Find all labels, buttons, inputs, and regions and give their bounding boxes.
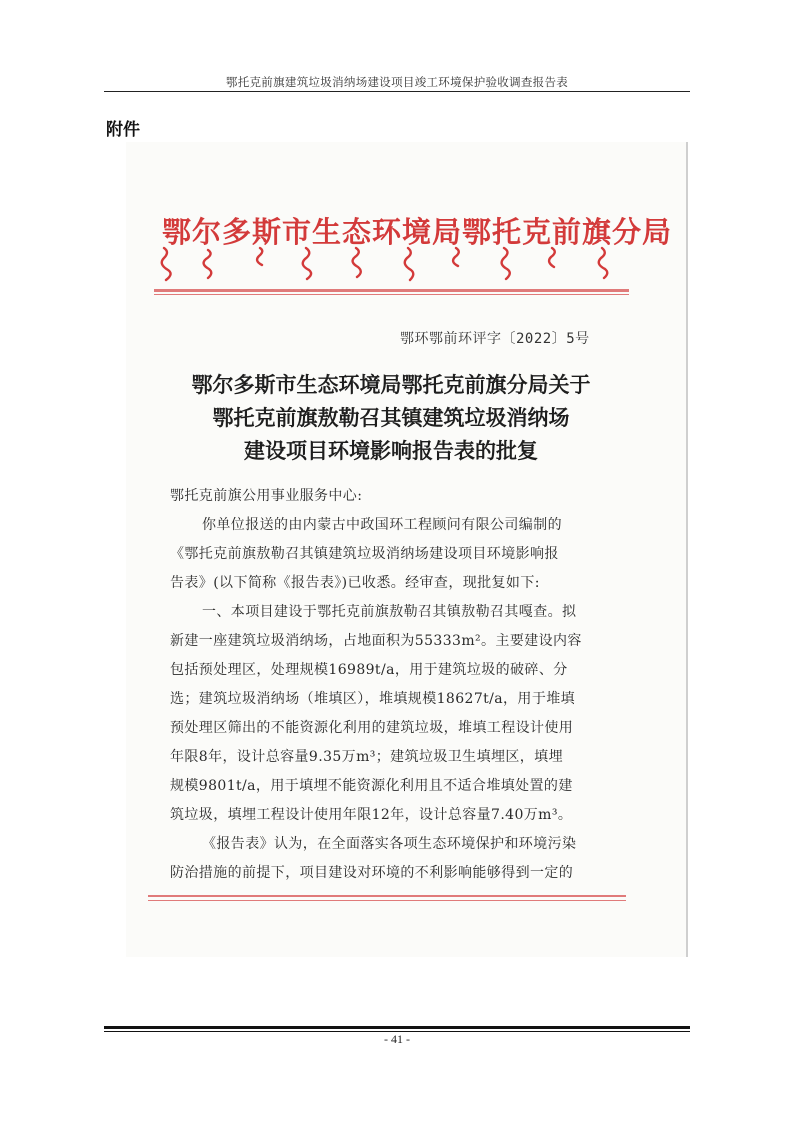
footer-red-rule-thin xyxy=(148,900,626,901)
header-divider xyxy=(104,91,690,92)
body-line: 年限8年，设计总容量9.35万m³；建筑垃圾卫生填埋区，填埋 xyxy=(170,749,563,765)
appendix-label: 附件 xyxy=(106,120,140,140)
body-line: 规模9801t/a，用于填埋不能资源化利用且不适合堆填处置的建 xyxy=(170,778,573,794)
footer-divider xyxy=(104,1026,690,1029)
letterhead-red-rule-thin xyxy=(154,294,629,295)
mongolian-script-letterhead xyxy=(156,242,636,286)
footer-red-rule xyxy=(148,895,626,897)
document-title xyxy=(156,368,626,467)
body-line: 新建一座建筑垃圾消纳场，占地面积为55333m²。主要建设内容 xyxy=(170,633,582,649)
body-line: 你单位报送的由内蒙古中政国环工程顾问有限公司编制的 xyxy=(202,517,562,533)
body-line: 《鄂托克前旗敖勒召其镇建筑垃圾消纳场建设项目环境影响报 xyxy=(170,546,559,562)
body-line: 选；建筑垃圾消纳场（堆填区），堆填规模18627t/a，用于堆填 xyxy=(170,691,576,707)
body-line: 《报告表》认为，在全面落实各项生态环境保护和环境污染 xyxy=(202,836,577,852)
page-number: - 41 - xyxy=(384,1032,410,1046)
document-title-line: 鄂托克前旗敖勒召其镇建筑垃圾消纳场 xyxy=(212,405,570,430)
body-line: 筑垃圾，填埋工程设计使用年限12年，设计总容量7.40万m³。 xyxy=(170,807,573,823)
agency-letterhead-title: 鄂尔多斯市生态环境局鄂托克前旗分局 xyxy=(162,215,673,249)
body-line: 预处理区筛出的不能资源化利用的建筑垃圾，堆填工程设计使用 xyxy=(170,720,574,736)
document-title-line: 建设项目环境影响报告表的批复 xyxy=(244,438,538,463)
body-line-addressee: 鄂托克前旗公用事业服务中心: xyxy=(170,488,363,504)
document-number: 鄂环鄂前环评字〔2022〕5号 xyxy=(400,331,590,347)
body-line: 一、本项目建设于鄂托克前旗敖勒召其镇敖勒召其嘎查。拟 xyxy=(202,604,577,620)
scanned-approval-document xyxy=(126,142,688,957)
document-title-line: 鄂尔多斯市生态环境局鄂托克前旗分局关于 xyxy=(191,372,591,397)
body-line: 告表》(以下简称《报告表》)已收悉。经审查，现批复如下: xyxy=(170,575,540,591)
document-body xyxy=(170,482,622,888)
body-line: 包括预处理区，处理规模16989t/a，用于建筑垃圾的破碎、分 xyxy=(170,662,568,678)
body-line: 防治措施的前提下，项目建设对环境的不利影响能够得到一定的 xyxy=(170,865,574,881)
letterhead-red-rule xyxy=(154,289,629,292)
running-header: 鄂托克前旗建筑垃圾消纳场建设项目竣工环境保护验收调查报告表 xyxy=(225,75,569,89)
